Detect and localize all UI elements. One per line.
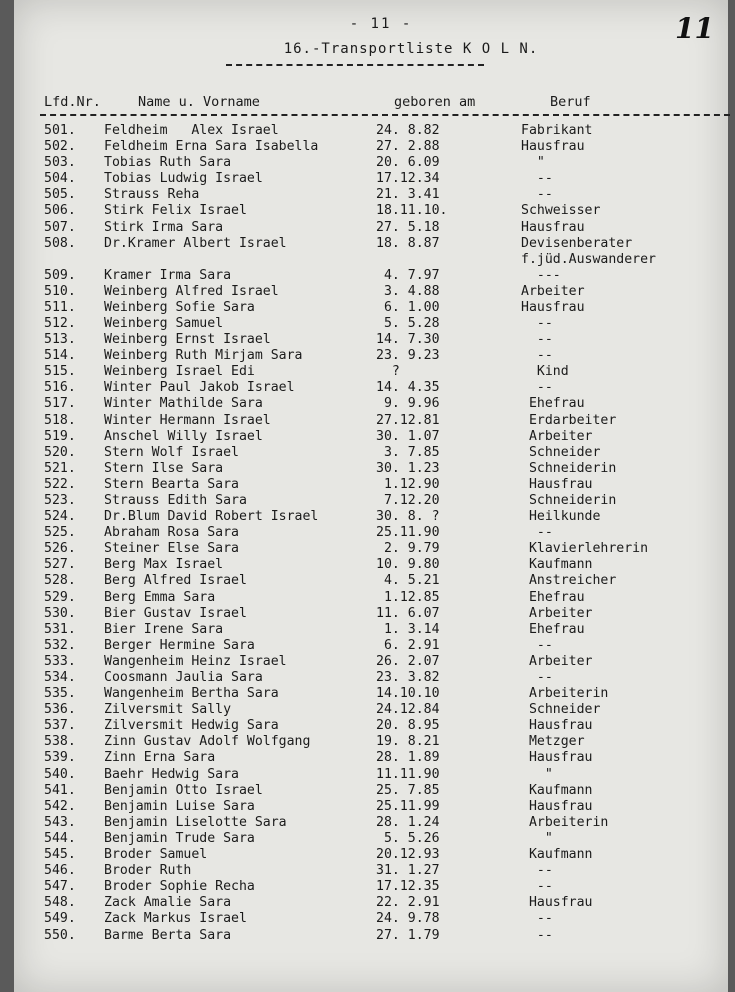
person-name: Anschel Willy Israel — [104, 428, 263, 444]
occupation: Hausfrau — [521, 750, 593, 766]
occupation: Schneider — [521, 702, 601, 718]
list-row — [14, 606, 728, 622]
occupation: Hausfrau — [521, 718, 593, 734]
birth-date: 22. 2.91 — [376, 895, 440, 911]
person-name: Zilversmit Sally — [104, 702, 232, 718]
occupation: Ehefrau — [521, 589, 585, 605]
list-row — [14, 686, 728, 702]
row-number: 502. — [44, 139, 76, 155]
birth-date: 31. 1.27 — [376, 863, 440, 879]
list-row — [14, 541, 728, 557]
occupation: Arbeiter — [521, 653, 593, 669]
occupation: -- — [521, 171, 553, 187]
header-rule — [40, 114, 730, 116]
person-name: Weinberg Sofie Sara — [104, 299, 255, 315]
occupation: Arbeiter — [521, 605, 593, 621]
list-row — [14, 413, 728, 429]
list-row — [14, 284, 728, 300]
list-row — [14, 799, 728, 815]
list-row — [14, 750, 728, 766]
row-number: 515. — [44, 364, 76, 380]
birth-date: 14. 4.35 — [376, 380, 440, 396]
list-row — [14, 557, 728, 573]
occupation: Arbeiterin — [521, 686, 609, 702]
birth-date: 24. 9.78 — [376, 911, 440, 927]
row-number: 538. — [44, 734, 76, 750]
birth-date: 11. 6.07 — [376, 605, 440, 621]
occupation: Arbeiter — [521, 428, 593, 444]
occupation: Metzger — [521, 734, 585, 750]
row-number: 550. — [44, 927, 76, 943]
row-number: 516. — [44, 380, 76, 396]
list-row — [14, 783, 728, 799]
birth-date: ? — [376, 364, 400, 380]
occupation: -- — [521, 879, 553, 895]
row-number: 544. — [44, 830, 76, 846]
list-row — [14, 670, 728, 686]
person-name: Abraham Rosa Sara — [104, 525, 239, 541]
occupation: Hausfrau — [521, 299, 585, 315]
row-number: 541. — [44, 782, 76, 798]
birth-date: 2. 9.79 — [376, 541, 440, 557]
person-name: Weinberg Ruth Mirjam Sara — [104, 348, 303, 364]
occupation: -- — [521, 637, 553, 653]
person-name: Strauss Edith Sara — [104, 492, 247, 508]
row-number: 503. — [44, 155, 76, 171]
birth-date: 17.12.34 — [376, 171, 440, 187]
row-number: 540. — [44, 766, 76, 782]
list-row — [14, 525, 728, 541]
row-number: 519. — [44, 428, 76, 444]
birth-date: 26. 2.07 — [376, 653, 440, 669]
occupation: Kind — [521, 364, 569, 380]
list-row — [14, 702, 728, 718]
occupation: -- — [521, 315, 553, 331]
row-number: 517. — [44, 396, 76, 412]
row-number: 525. — [44, 525, 76, 541]
row-number: 510. — [44, 283, 76, 299]
birth-date: 11.11.90 — [376, 766, 440, 782]
person-name: Steiner Else Sara — [104, 541, 239, 557]
row-number: 505. — [44, 187, 76, 203]
person-name: Benjamin Trude Sara — [104, 830, 255, 846]
title-underline — [226, 64, 484, 66]
occupation: " — [521, 155, 545, 171]
list-row — [14, 767, 728, 783]
list-row — [14, 155, 728, 171]
row-number: 501. — [44, 123, 76, 138]
person-name: Berger Hermine Sara — [104, 637, 255, 653]
occupation: Schneiderin — [521, 460, 617, 476]
person-name: Baehr Hedwig Sara — [104, 766, 239, 782]
birth-date: 27. 2.88 — [376, 139, 440, 155]
birth-date: 20. 8.95 — [376, 718, 440, 734]
transport-list — [14, 123, 728, 944]
person-name: Zinn Erna Sara — [104, 750, 216, 766]
occupation: Hausfrau — [521, 139, 585, 155]
list-row — [14, 638, 728, 654]
birth-date: 6. 2.91 — [376, 637, 440, 653]
person-name: Wangenheim Bertha Sara — [104, 686, 279, 702]
occupation: Kaufmann — [521, 847, 593, 863]
birth-date: 3. 7.85 — [376, 444, 440, 460]
birth-date: 25.11.90 — [376, 525, 440, 541]
birth-date: 3. 4.88 — [376, 283, 440, 299]
birth-date: 27. 5.18 — [376, 219, 440, 235]
person-name: Broder Ruth — [104, 863, 192, 879]
list-row — [14, 220, 728, 236]
birth-date: 24.12.84 — [376, 702, 440, 718]
row-number: 537. — [44, 718, 76, 734]
birth-date: 5. 5.26 — [376, 830, 440, 846]
person-name: Feldheim Alex Israel — [104, 123, 279, 138]
person-name: Winter Paul Jakob Israel — [104, 380, 295, 396]
page-number: - 11 - — [349, 16, 413, 32]
person-name: Kramer Irma Sara — [104, 267, 232, 283]
row-number: 549. — [44, 911, 76, 927]
person-name: Benjamin Luise Sara — [104, 798, 255, 814]
row-number: 507. — [44, 219, 76, 235]
occupation: -- — [521, 187, 553, 203]
birth-date: 27.12.81 — [376, 412, 440, 428]
birth-date: 24. 8.82 — [376, 123, 440, 138]
birth-date: 18.11.10. — [376, 203, 448, 219]
occupation: Hausfrau — [521, 219, 585, 235]
row-number: 513. — [44, 332, 76, 348]
person-name: Berg Emma Sara — [104, 589, 216, 605]
person-name: Bier Gustav Israel — [104, 605, 247, 621]
list-row — [14, 718, 728, 734]
birth-date: 6. 1.00 — [376, 299, 440, 315]
occupation: " — [521, 830, 553, 846]
birth-date: 4. 7.97 — [376, 267, 440, 283]
birth-date: 14. 7.30 — [376, 332, 440, 348]
person-name: Dr.Kramer Albert Israel — [104, 235, 287, 251]
list-row — [14, 509, 728, 525]
list-row — [14, 187, 728, 203]
person-name: Bier Irene Sara — [104, 621, 224, 637]
birth-date: 30. 1.23 — [376, 460, 440, 476]
occupation: -- — [521, 911, 553, 927]
list-row — [14, 815, 728, 831]
row-number: 547. — [44, 879, 76, 895]
column-header-beruf: Beruf — [550, 94, 591, 110]
column-header-name: Name u. Vorname — [138, 94, 260, 110]
row-number: 509. — [44, 267, 76, 283]
row-number: 518. — [44, 412, 76, 428]
birth-date: 21. 3.41 — [376, 187, 440, 203]
occupation: Ehefrau — [521, 621, 585, 637]
birth-date: 9. 9.96 — [376, 396, 440, 412]
row-number: 548. — [44, 895, 76, 911]
row-number: 546. — [44, 863, 76, 879]
occupation: -- — [521, 525, 553, 541]
birth-date: 28. 1.89 — [376, 750, 440, 766]
occupation: Hausfrau — [521, 798, 593, 814]
row-number: 521. — [44, 460, 76, 476]
birth-date: 27. 1.79 — [376, 927, 440, 943]
occupation: Erdarbeiter — [521, 412, 617, 428]
birth-date: 20. 6.09 — [376, 155, 440, 171]
birth-date: 17.12.35 — [376, 879, 440, 895]
person-name: Stern Wolf Israel — [104, 444, 239, 460]
list-row — [14, 364, 728, 380]
birth-date: 23. 9.23 — [376, 348, 440, 364]
occupation: Anstreicher — [521, 573, 617, 589]
person-name: Weinberg Samuel — [104, 315, 224, 331]
row-number: 526. — [44, 541, 76, 557]
person-name: Tobias Ludwig Israel — [104, 171, 263, 187]
row-number: 532. — [44, 637, 76, 653]
occupation: Hausfrau — [521, 476, 593, 492]
row-number: 531. — [44, 621, 76, 637]
occupation: -- — [521, 348, 553, 364]
list-row — [14, 429, 728, 445]
row-number: 520. — [44, 444, 76, 460]
birth-date: 5. 5.28 — [376, 315, 440, 331]
row-number: 524. — [44, 509, 76, 525]
row-number: 508. — [44, 235, 76, 251]
occupation: -- — [521, 670, 553, 685]
person-name: Dr.Blum David Robert Israel — [104, 509, 319, 525]
list-row — [14, 316, 728, 332]
birth-date: 10. 9.80 — [376, 557, 440, 573]
row-number: 534. — [44, 670, 76, 685]
list-row — [14, 734, 728, 750]
row-number: 504. — [44, 171, 76, 187]
occupation: Klavierlehrerin — [521, 541, 649, 557]
list-row — [14, 300, 728, 316]
list-row — [14, 493, 728, 509]
occupation: Kaufmann — [521, 557, 593, 573]
person-name: Wangenheim Heinz Israel — [104, 653, 287, 669]
list-row — [14, 268, 728, 284]
person-name: Weinberg Alfred Israel — [104, 283, 279, 299]
occupation: Schneiderin — [521, 492, 617, 508]
column-header-date: geboren am — [394, 94, 476, 110]
birth-date: 18. 8.87 — [376, 235, 440, 251]
row-number: 545. — [44, 847, 76, 863]
person-name: Winter Hermann Israel — [104, 412, 271, 428]
person-name: Coosmann Jaulia Sara — [104, 670, 263, 685]
row-number: 506. — [44, 203, 76, 219]
list-row — [14, 236, 728, 268]
occupation: --- — [521, 267, 561, 283]
person-name: Stern Ilse Sara — [104, 460, 224, 476]
occupation: Fabrikant — [521, 123, 593, 138]
list-row — [14, 847, 728, 863]
birth-date: 28. 1.24 — [376, 814, 440, 830]
row-number: 543. — [44, 814, 76, 830]
person-name: Berg Max Israel — [104, 557, 224, 573]
row-number: 514. — [44, 348, 76, 364]
occupation: Heilkunde — [521, 509, 601, 525]
person-name: Zilversmit Hedwig Sara — [104, 718, 279, 734]
person-name: Benjamin Otto Israel — [104, 782, 263, 798]
occupation: Schweisser — [521, 203, 601, 219]
person-name: Zack Markus Israel — [104, 911, 247, 927]
occupation: Arbeiter — [521, 283, 585, 299]
person-name: Stern Bearta Sara — [104, 476, 239, 492]
list-row — [14, 831, 728, 847]
birth-date: 20.12.93 — [376, 847, 440, 863]
row-number: 536. — [44, 702, 76, 718]
birth-date: 30. 1.07 — [376, 428, 440, 444]
person-name: Broder Sophie Recha — [104, 879, 255, 895]
row-number: 512. — [44, 315, 76, 331]
birth-date: 1.12.90 — [376, 476, 440, 492]
row-number: 523. — [44, 492, 76, 508]
list-row — [14, 123, 728, 139]
list-row — [14, 573, 728, 589]
list-row — [14, 171, 728, 187]
list-row — [14, 895, 728, 911]
person-name: Benjamin Liselotte Sara — [104, 814, 287, 830]
occupation: Hausfrau — [521, 895, 593, 911]
birth-date: 30. 8. ? — [376, 509, 440, 525]
row-number: 535. — [44, 686, 76, 702]
person-name: Barme Berta Sara — [104, 927, 232, 943]
list-row — [14, 477, 728, 493]
list-row — [14, 654, 728, 670]
occupation: Kaufmann — [521, 782, 593, 798]
list-row — [14, 461, 728, 477]
person-name: Stirk Irma Sara — [104, 219, 224, 235]
list-row — [14, 445, 728, 461]
birth-date: 25.11.99 — [376, 798, 440, 814]
row-number: 511. — [44, 299, 76, 315]
person-name: Weinberg Israel Edi — [104, 364, 255, 380]
column-header-nr: Lfd.Nr. — [44, 94, 101, 110]
list-row — [14, 879, 728, 895]
document-title: 16.-Transportliste K O L N. — [283, 41, 539, 57]
list-row — [14, 203, 728, 219]
list-row — [14, 396, 728, 412]
row-number: 528. — [44, 573, 76, 589]
birth-date: 25. 7.85 — [376, 782, 440, 798]
row-number: 542. — [44, 798, 76, 814]
person-name: Tobias Ruth Sara — [104, 155, 232, 171]
occupation: -- — [521, 380, 553, 396]
person-name: Winter Mathilde Sara — [104, 396, 263, 412]
birth-date: 4. 5.21 — [376, 573, 440, 589]
occupation: Ehefrau — [521, 396, 585, 412]
person-name: Broder Samuel — [104, 847, 208, 863]
person-name: Weinberg Ernst Israel — [104, 332, 271, 348]
row-number: 522. — [44, 476, 76, 492]
list-row — [14, 911, 728, 927]
row-number: 533. — [44, 653, 76, 669]
occupation: Arbeiterin — [521, 814, 609, 830]
occupation: -- — [521, 927, 553, 943]
row-number: 530. — [44, 605, 76, 621]
birth-date: 1.12.85 — [376, 589, 440, 605]
person-name: Feldheim Erna Sara Isabella — [104, 139, 319, 155]
occupation: Schneider — [521, 444, 601, 460]
person-name: Strauss Reha — [104, 187, 200, 203]
row-number: 539. — [44, 750, 76, 766]
birth-date: 1. 3.14 — [376, 621, 440, 637]
handwritten-page-mark: 11 — [675, 12, 714, 45]
list-row — [14, 928, 728, 944]
occupation: " — [521, 766, 553, 782]
occupation-continued: f.jüd.Auswanderer — [521, 251, 656, 267]
person-name: Zinn Gustav Adolf Wolfgang — [104, 734, 311, 750]
list-row — [14, 332, 728, 348]
occupation: -- — [521, 863, 553, 879]
list-row — [14, 348, 728, 364]
list-row — [14, 139, 728, 155]
person-name: Zack Amalie Sara — [104, 895, 232, 911]
list-row — [14, 380, 728, 396]
occupation: Devisenberater — [521, 235, 633, 251]
birth-date: 19. 8.21 — [376, 734, 440, 750]
list-row — [14, 590, 728, 606]
person-name: Berg Alfred Israel — [104, 573, 247, 589]
occupation: -- — [521, 332, 553, 348]
document-page — [14, 0, 728, 992]
birth-date: 7.12.20 — [376, 492, 440, 508]
birth-date: 14.10.10 — [376, 686, 440, 702]
birth-date: 23. 3.82 — [376, 670, 440, 685]
list-row — [14, 863, 728, 879]
person-name: Stirk Felix Israel — [104, 203, 247, 219]
list-row — [14, 622, 728, 638]
row-number: 529. — [44, 589, 76, 605]
row-number: 527. — [44, 557, 76, 573]
